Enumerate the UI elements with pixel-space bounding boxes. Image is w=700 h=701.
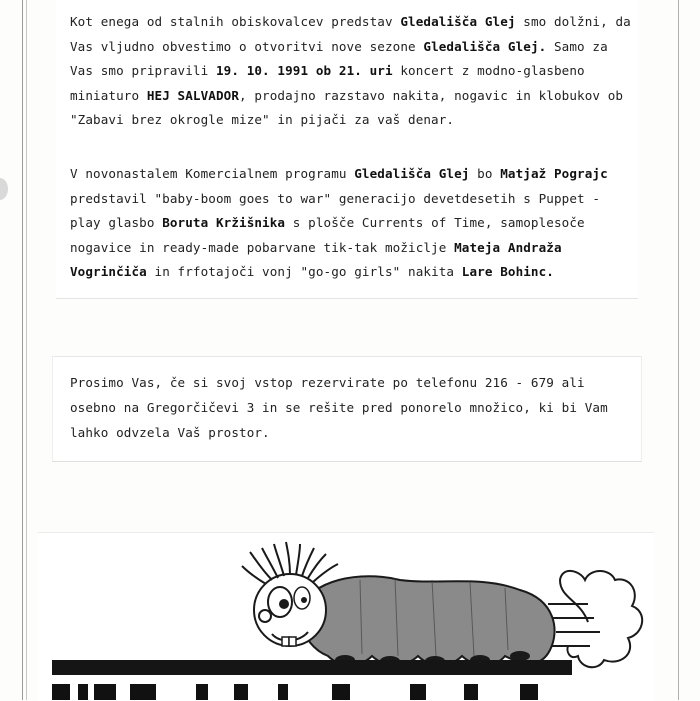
bold-text-run: Gledališča Glej (400, 14, 516, 29)
text-run: V novonastalem Komercialnem programu (70, 166, 355, 181)
reservation-paragraph: Prosimo Vas, če si svoj vstop rezervirate po telefonu 216 - 679 ali osebno na Gregorčičevi 3 in se rešite pred ponorelo množico, ki bi Vam lahko odvzela Vaš prostor. (70, 375, 608, 440)
bold-text-run: Gledališča Glej. (423, 38, 547, 54)
bold-text-run: 19. 10. 1991 ob 21. uri (215, 63, 393, 78)
text-run: , prodajno razstavo nakita, nogavic in klobukov ob "Zabavi brez okrogle mize" in pijači za vaš denar. (70, 87, 624, 127)
text-run: koncert z modno-glasbeno miniaturo (70, 63, 585, 103)
text-run: Kot enega od stalnih obiskovalcev predstav (70, 14, 401, 29)
text-run: predstavil "baby-boom goes to war" generacijo devetdesetih s Puppet - play glasbo (70, 190, 601, 230)
text-run: smo dolžni, da Vas vljudno obvestimo o otvoritvi nove sezone (70, 14, 631, 54)
bold-text-run: Mateja Andraža Vogrinčiča (70, 239, 562, 279)
speed-cloud-illustration (548, 571, 642, 667)
bold-text-run: Matjaž Pograjc (500, 166, 608, 181)
bold-text-run: Gledališča Glej (354, 166, 470, 181)
cut-off-title-lettering (46, 684, 646, 700)
ground-bar (52, 660, 572, 675)
text-run: bo (469, 166, 501, 181)
text-run: in frfotajoči vonj "go-go girls" nakita (146, 264, 462, 279)
text-run: Samo za Vas smo pripravili (70, 38, 608, 78)
bold-text-run: HEJ SALVADOR (146, 87, 240, 103)
bold-text-run: Boruta Kržišnika (162, 215, 286, 230)
bold-text-run: Lare Bohinc. (461, 264, 554, 279)
text-run: s plošče Currents of Time, samoplesoče nogavice in ready-made pobarvane tik-tak možiclje (70, 215, 585, 255)
